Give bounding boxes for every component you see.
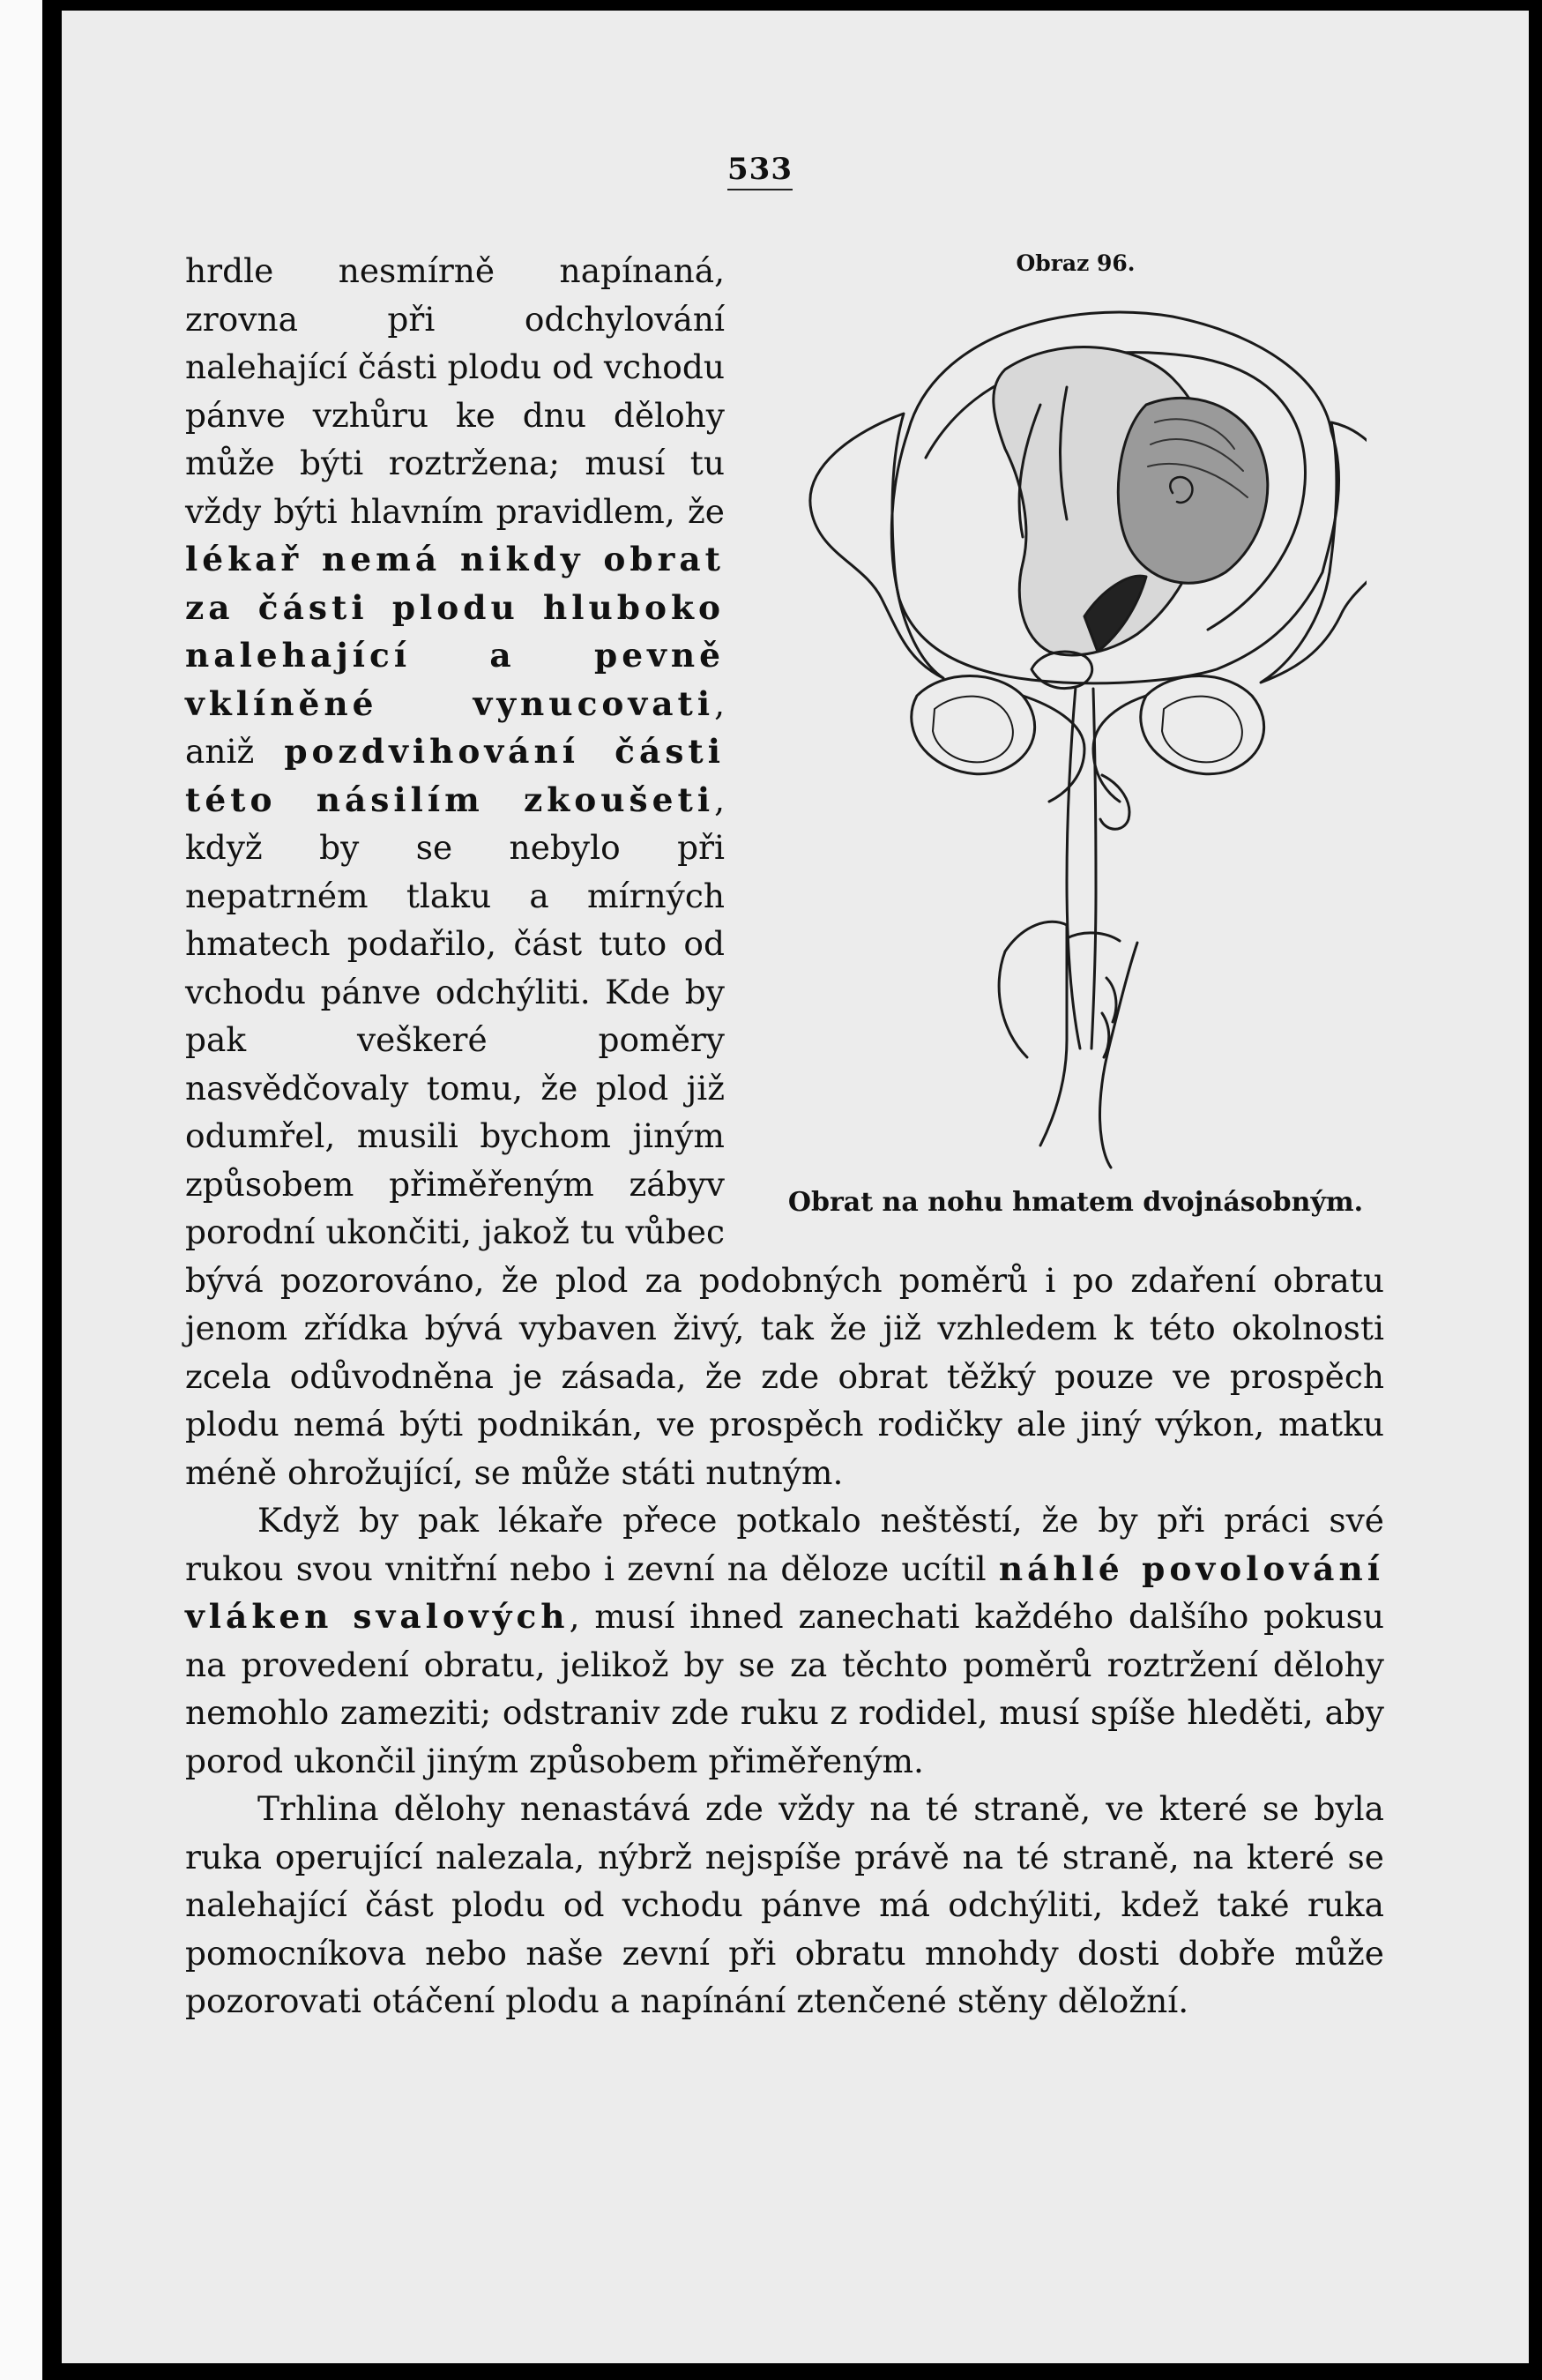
paragraph-3-text: Trhlina dělohy nenastává zde vždy na té straně, ve které se byla ruka operující nalezala, nýbrž nejspíše právě na té straně, na které se nalehající část plodu od vchodu pánve má odchýliti, kdež také ruka pomocníkova nebo naše zevní při obratu mnohdy dosti dobře může pozorovati otáčení plodu a napínání ztenčené stěny děložní. bbox=[185, 1789, 1384, 2020]
book-page bbox=[62, 11, 1529, 2363]
right-obturator bbox=[1141, 676, 1264, 774]
paragraph-1-text-c: , když by se nebylo při nepatrném tlaku a mírných hmatech podařilo, část tuto od vchodu pánve odchýliti. Kde by pak veškeré poměry nasvědčovaly tomu, že plod již odumřel, musili bychom jiným způsobem přiměřeným zábyv porodní ukončiti, jakož tu vůbec bývá pozorováno, že plod za podobných poměrů i po zdaření obratu jenom zřídka bývá vybaven živý, tak že již vzhledem k této okolnosti zcela odůvodněna je zásada, že zde obrat těžký pouze ve prospěch plodu nemá býti podnikán, ve prospěch rodičky ale jiný výkon, matku méně ohrožující, se může státi nutným. bbox=[185, 780, 1384, 1492]
paragraph-3 bbox=[185, 1785, 1384, 2026]
paragraph-1-text-b: , aniž bbox=[185, 683, 725, 771]
paragraph-2-emphasis: náhlé povolování vláken svalových bbox=[185, 1548, 1384, 1636]
page-number: 533 bbox=[727, 152, 793, 190]
right-iliac-wing bbox=[1261, 422, 1367, 683]
pelvis-fetus-hand-illustration bbox=[802, 281, 1367, 1172]
figure-title: Obraz 96. bbox=[1016, 250, 1136, 276]
fetal-leg bbox=[1067, 687, 1096, 1048]
figure-caption: Obrat na nohu hmatem dvojnásobným. bbox=[787, 1187, 1364, 1218]
left-obturator bbox=[912, 676, 1035, 774]
paragraph-2-text-a: Když by pak lékaře přece potkalo neštěstí, že by při práci své rukou svou vnitřní nebo i zevní na děloze ucítil bbox=[185, 1501, 1384, 1588]
paragraph-1-emphasis-a: lékař nemá nikdy obrat za části plodu hluboko nalehající a pevně vklíněné vynucovati bbox=[185, 540, 725, 723]
paragraph-1-text-a: hrdle nesmírně napínaná, zrovna při odchylování nalehající části plodu od vchodu pánve vzhůru ke dnu dělohy může býti roztržena; musí tu vždy býti hlavním pravidlem, že bbox=[185, 251, 725, 531]
paragraph-1-emphasis-b: pozdvihování části této násilím zkoušeti bbox=[185, 732, 725, 819]
figure-96 bbox=[767, 250, 1384, 1229]
paragraph-2-text-b: , musí ihned zanechati každého dalšího pokusu na provedení obratu, jelikož by se za těchto poměrů roztržení dělohy nemohlo zameziti; odstraniv zde ruku z rodidel, musí spíše hleděti, aby porod ukončil jiným způsobem přiměřeným. bbox=[185, 1597, 1384, 1780]
body-text bbox=[185, 247, 1384, 2026]
book-spine-edge bbox=[0, 0, 42, 2380]
paragraph-2 bbox=[185, 1496, 1384, 1785]
